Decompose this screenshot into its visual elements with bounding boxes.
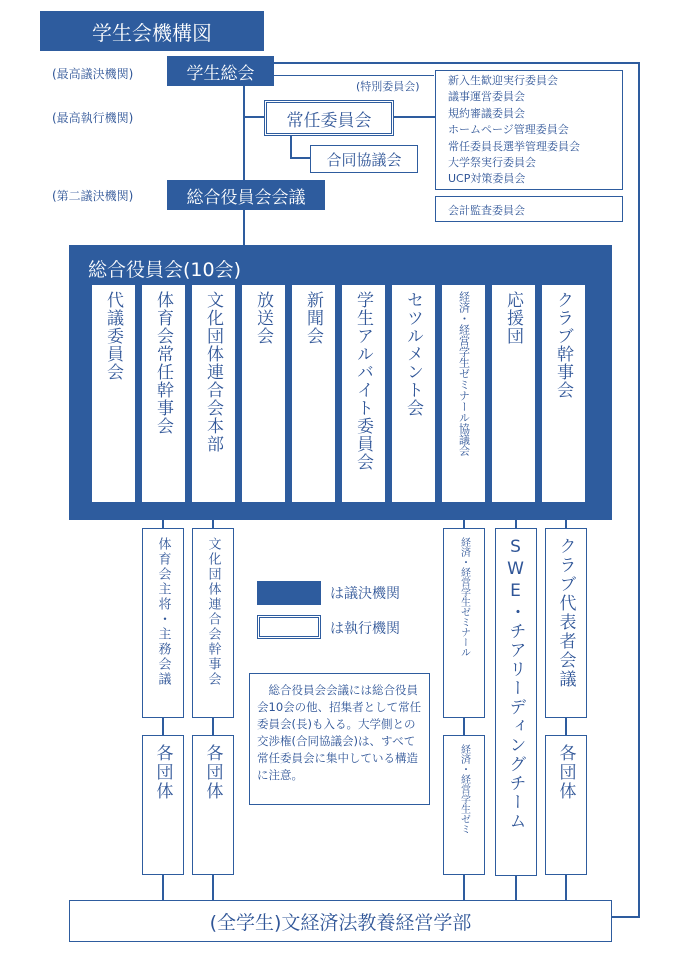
council-member: 経済・経営学生ゼミナール協議会 (442, 285, 485, 502)
council-member: 体育会常任幹事会 (142, 285, 185, 502)
special-committee-item: 新入生歓迎実行委員会 (448, 74, 558, 87)
council-member: 新聞会 (292, 285, 335, 502)
connector-line (243, 80, 245, 248)
council-member: 学生アルバイト委員会 (342, 285, 385, 502)
groups-box: 各団体 (192, 735, 234, 875)
special-committee-item: 規約審議委員会 (448, 106, 525, 120)
connector-line (274, 75, 434, 76)
council-member: セツルメント会 (392, 285, 435, 502)
special-committee-list (435, 70, 623, 190)
special-committee-label: (特別委員会) (356, 80, 420, 93)
council-member: 文化団体連合会本部 (192, 285, 235, 502)
council-member: クラブ幹事会 (542, 285, 585, 502)
special-committee-item: 議事運営委員会 (448, 90, 525, 104)
legend-exec-label: は執行機関 (330, 621, 400, 637)
zemi-sub: 経済・経営学生ゼミ (443, 735, 485, 875)
culture-federation-board: 文化団体連合会幹事会 (192, 528, 234, 718)
special-committee-item: 常任委員長選挙管理委員会 (448, 139, 580, 153)
connector-line (290, 157, 310, 159)
connector-line (244, 116, 264, 118)
second-decision-label: (第二議決機関) (52, 189, 134, 203)
standing-committee: 常任委員会 (264, 100, 394, 136)
legend-decision-swatch (257, 581, 321, 605)
connector-line (393, 116, 435, 118)
supreme-exec-label: (最高執行機関) (52, 111, 134, 125)
general-council-block (69, 245, 612, 520)
council-member: 放送会 (242, 285, 285, 502)
groups-box: 各団体 (142, 735, 184, 875)
joint-council: 合同協議会 (310, 145, 418, 173)
legend-exec-swatch (257, 615, 321, 639)
all-students-faculties: (全学生)文経済法教養経営学部 (69, 900, 612, 942)
supreme-decision-label: (最高議決機関) (52, 67, 134, 81)
structure-note: 総合役員会会議には総合役員会10会の他、招集者として常任委員会(長)も入る。大学側との交渉権(合同協議会)は、すべて常任委員会に集中している構造に注意。 (249, 673, 430, 805)
zemi-seminar: 経済・経営学生ゼミナール (443, 528, 485, 718)
connector-line (612, 916, 640, 918)
council-meeting: 総合役員会会議 (167, 180, 325, 210)
connector-line (290, 136, 292, 158)
page-title-text: 学生会機構図 (92, 20, 212, 45)
groups-box: 各団体 (545, 735, 587, 875)
student-general-assembly: 学生総会 (167, 56, 274, 86)
council-member: 代議委員会 (92, 285, 135, 502)
general-council-title: 総合役員会(10会) (88, 259, 242, 281)
special-committee-item: ホームページ管理委員会 (448, 123, 569, 137)
sports-captains-meeting: 体育会主将・主務会議 (142, 528, 184, 718)
audit-committee: 会計監査委員会 (435, 196, 623, 222)
legend-decision-label: は議決機関 (330, 586, 400, 602)
special-committee-item: 大学祭実行委員会 (448, 156, 536, 170)
connector-line (274, 62, 639, 64)
club-representatives-meeting: クラブ代表者会議 (545, 528, 587, 718)
special-committee-item: UCP対策委員会 (448, 172, 526, 186)
swe-cheerleading-team: SWE・チアリーディングチーム (495, 528, 537, 876)
council-member: 応援団 (492, 285, 535, 502)
connector-line (638, 62, 640, 918)
page-title (40, 11, 264, 51)
